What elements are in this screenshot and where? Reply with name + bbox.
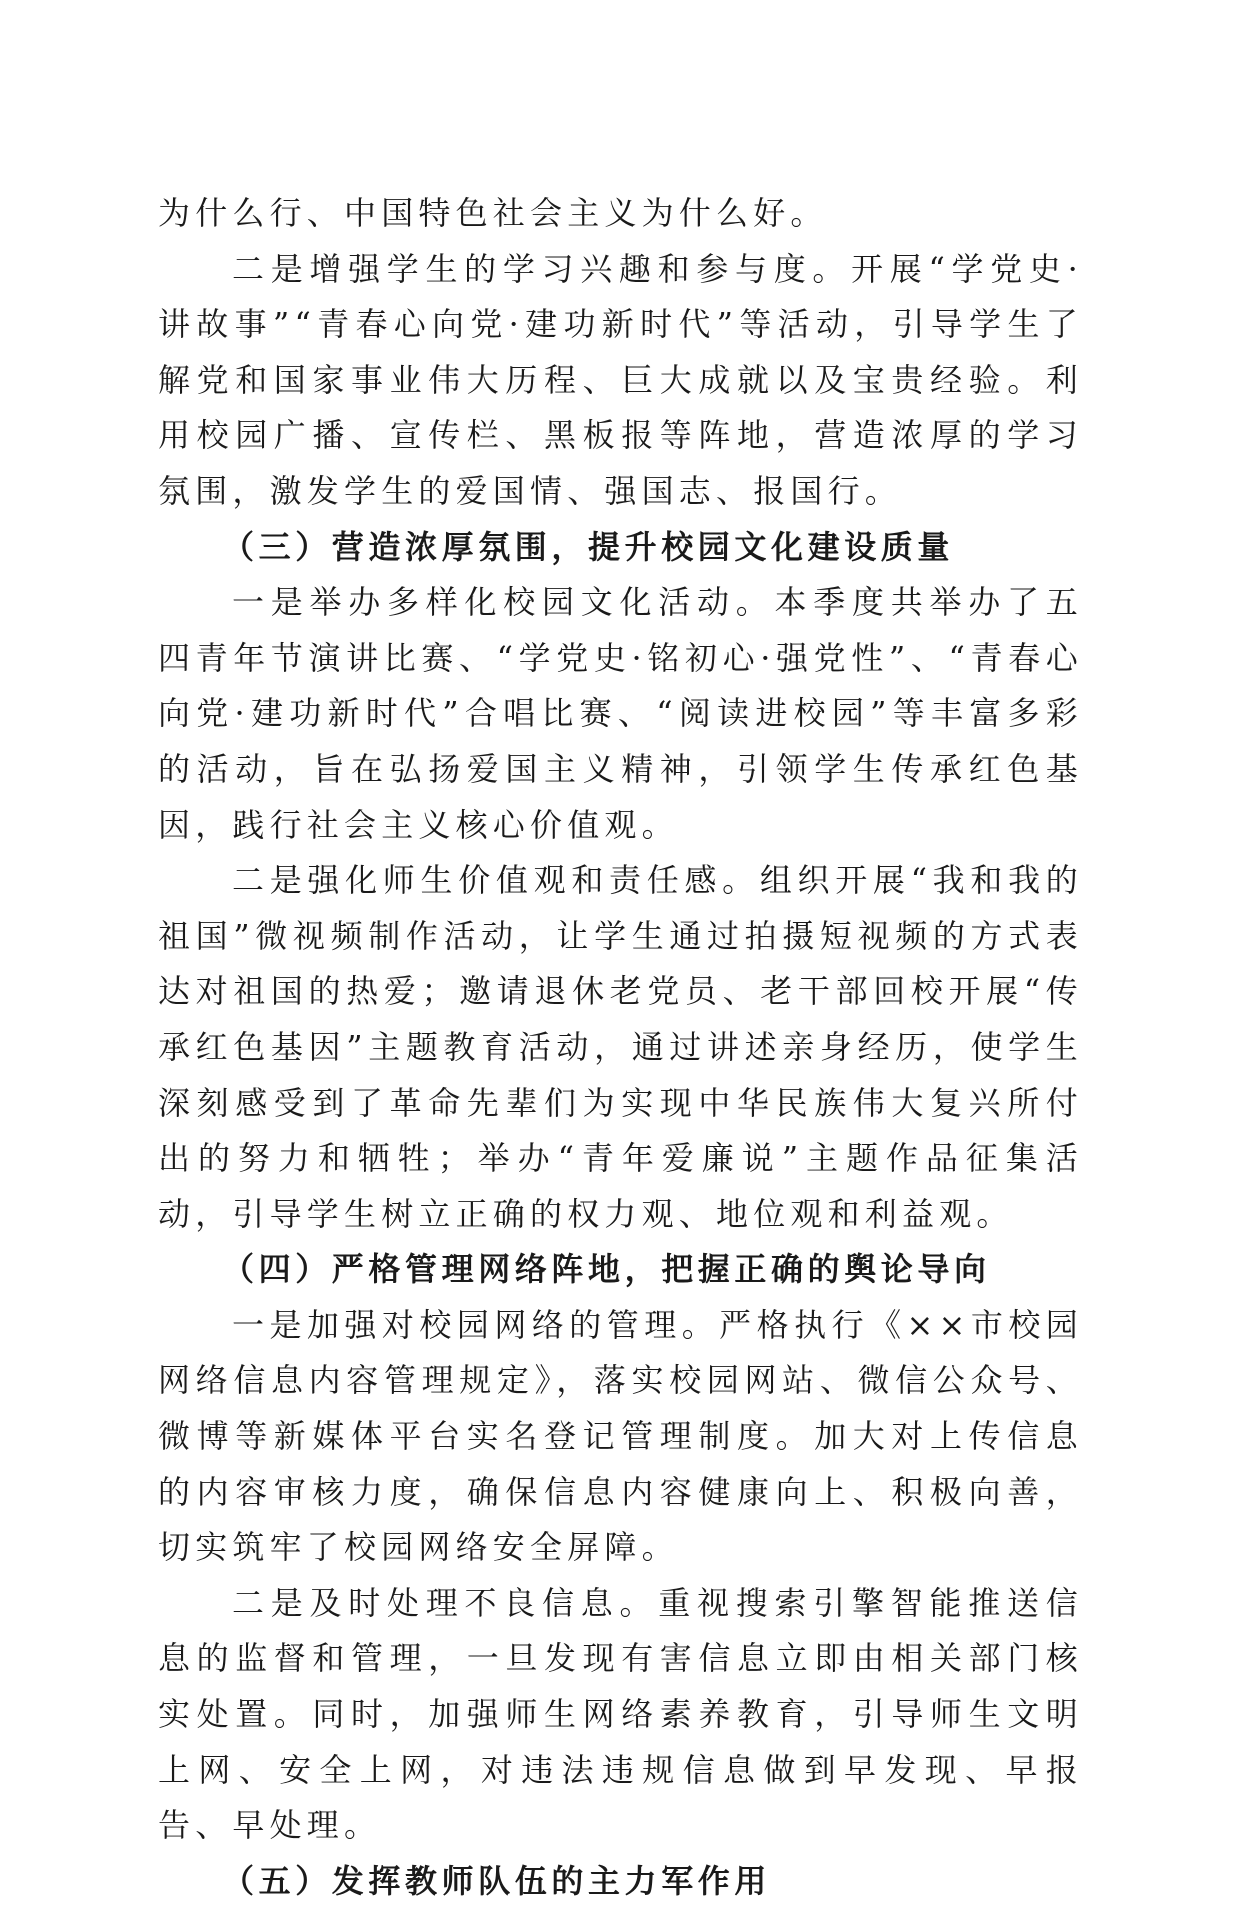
paragraph-network-management: 一是加强对校园网络的管理。严格执行《××市校园网络信息内容管理规定》，落实校园网站、微信公众号、微博等新媒体平台实名登记管理制度。加大对上传信息的内容审核力度，确保信息内容健康向上、积极向善，切实筑牢了校园网络安全屏障。 <box>158 1305 1083 1567</box>
section-heading-3: （三）营造浓厚氛围，提升校园文化建设质量 <box>222 527 955 566</box>
paragraph-continuation: 为什么行、中国特色社会主义为什么好。 <box>158 194 828 232</box>
section-heading-5: （五）发挥教师队伍的主力军作用 <box>222 1861 772 1900</box>
paragraph-learning-interest: 二是增强学生的学习兴趣和参与度。开展“学党史·讲故事”“青春心向党·建功新时代”等活动，引导学生了解党和国家事业伟大历程、巨大成就以及宝贵经验。利用校园广播、宣传栏、黑板报等阵地，营造浓厚的学习氛围，激发学生的爱国情、强国志、报国行。 <box>158 249 1083 510</box>
document-body <box>158 186 1083 1909</box>
paragraph-values-responsibility: 二是强化师生价值观和责任感。组织开展“我和我的祖国”微视频制作活动，让学生通过拍摄短视频的方式表达对祖国的热爱；邀请退休老党员、老干部回校开展“传承红色基因”主题教育活动，通过讲述亲身经历，使学生深刻感受到了革命先辈们为实现中华民族伟大复兴所付出的努力和牺牲；举办“青年爱廉说”主题作品征集活动，引导学生树立正确的权力观、地位观和利益观。 <box>158 861 1083 1233</box>
paragraph-harmful-information: 二是及时处理不良信息。重视搜索引擎智能推送信息的监督和管理，一旦发现有害信息立即由相关部门核实处置。同时，加强师生网络素养教育，引导师生文明上网、安全上网，对违法违规信息做到早发现、早报告、早处理。 <box>158 1583 1083 1845</box>
paragraph-cultural-activities: 一是举办多样化校园文化活动。本季度共举办了五四青年节演讲比赛、“学党史·铭初心·强党性”、“青春心向党·建功新时代”合唱比赛、“阅读进校园”等丰富多彩的活动，旨在弘扬爱国主义精神，引领学生传承红色基因，践行社会主义核心价值观。 <box>158 583 1083 844</box>
section-heading-4: （四）严格管理网络阵地，把握正确的舆论导向 <box>222 1250 991 1289</box>
